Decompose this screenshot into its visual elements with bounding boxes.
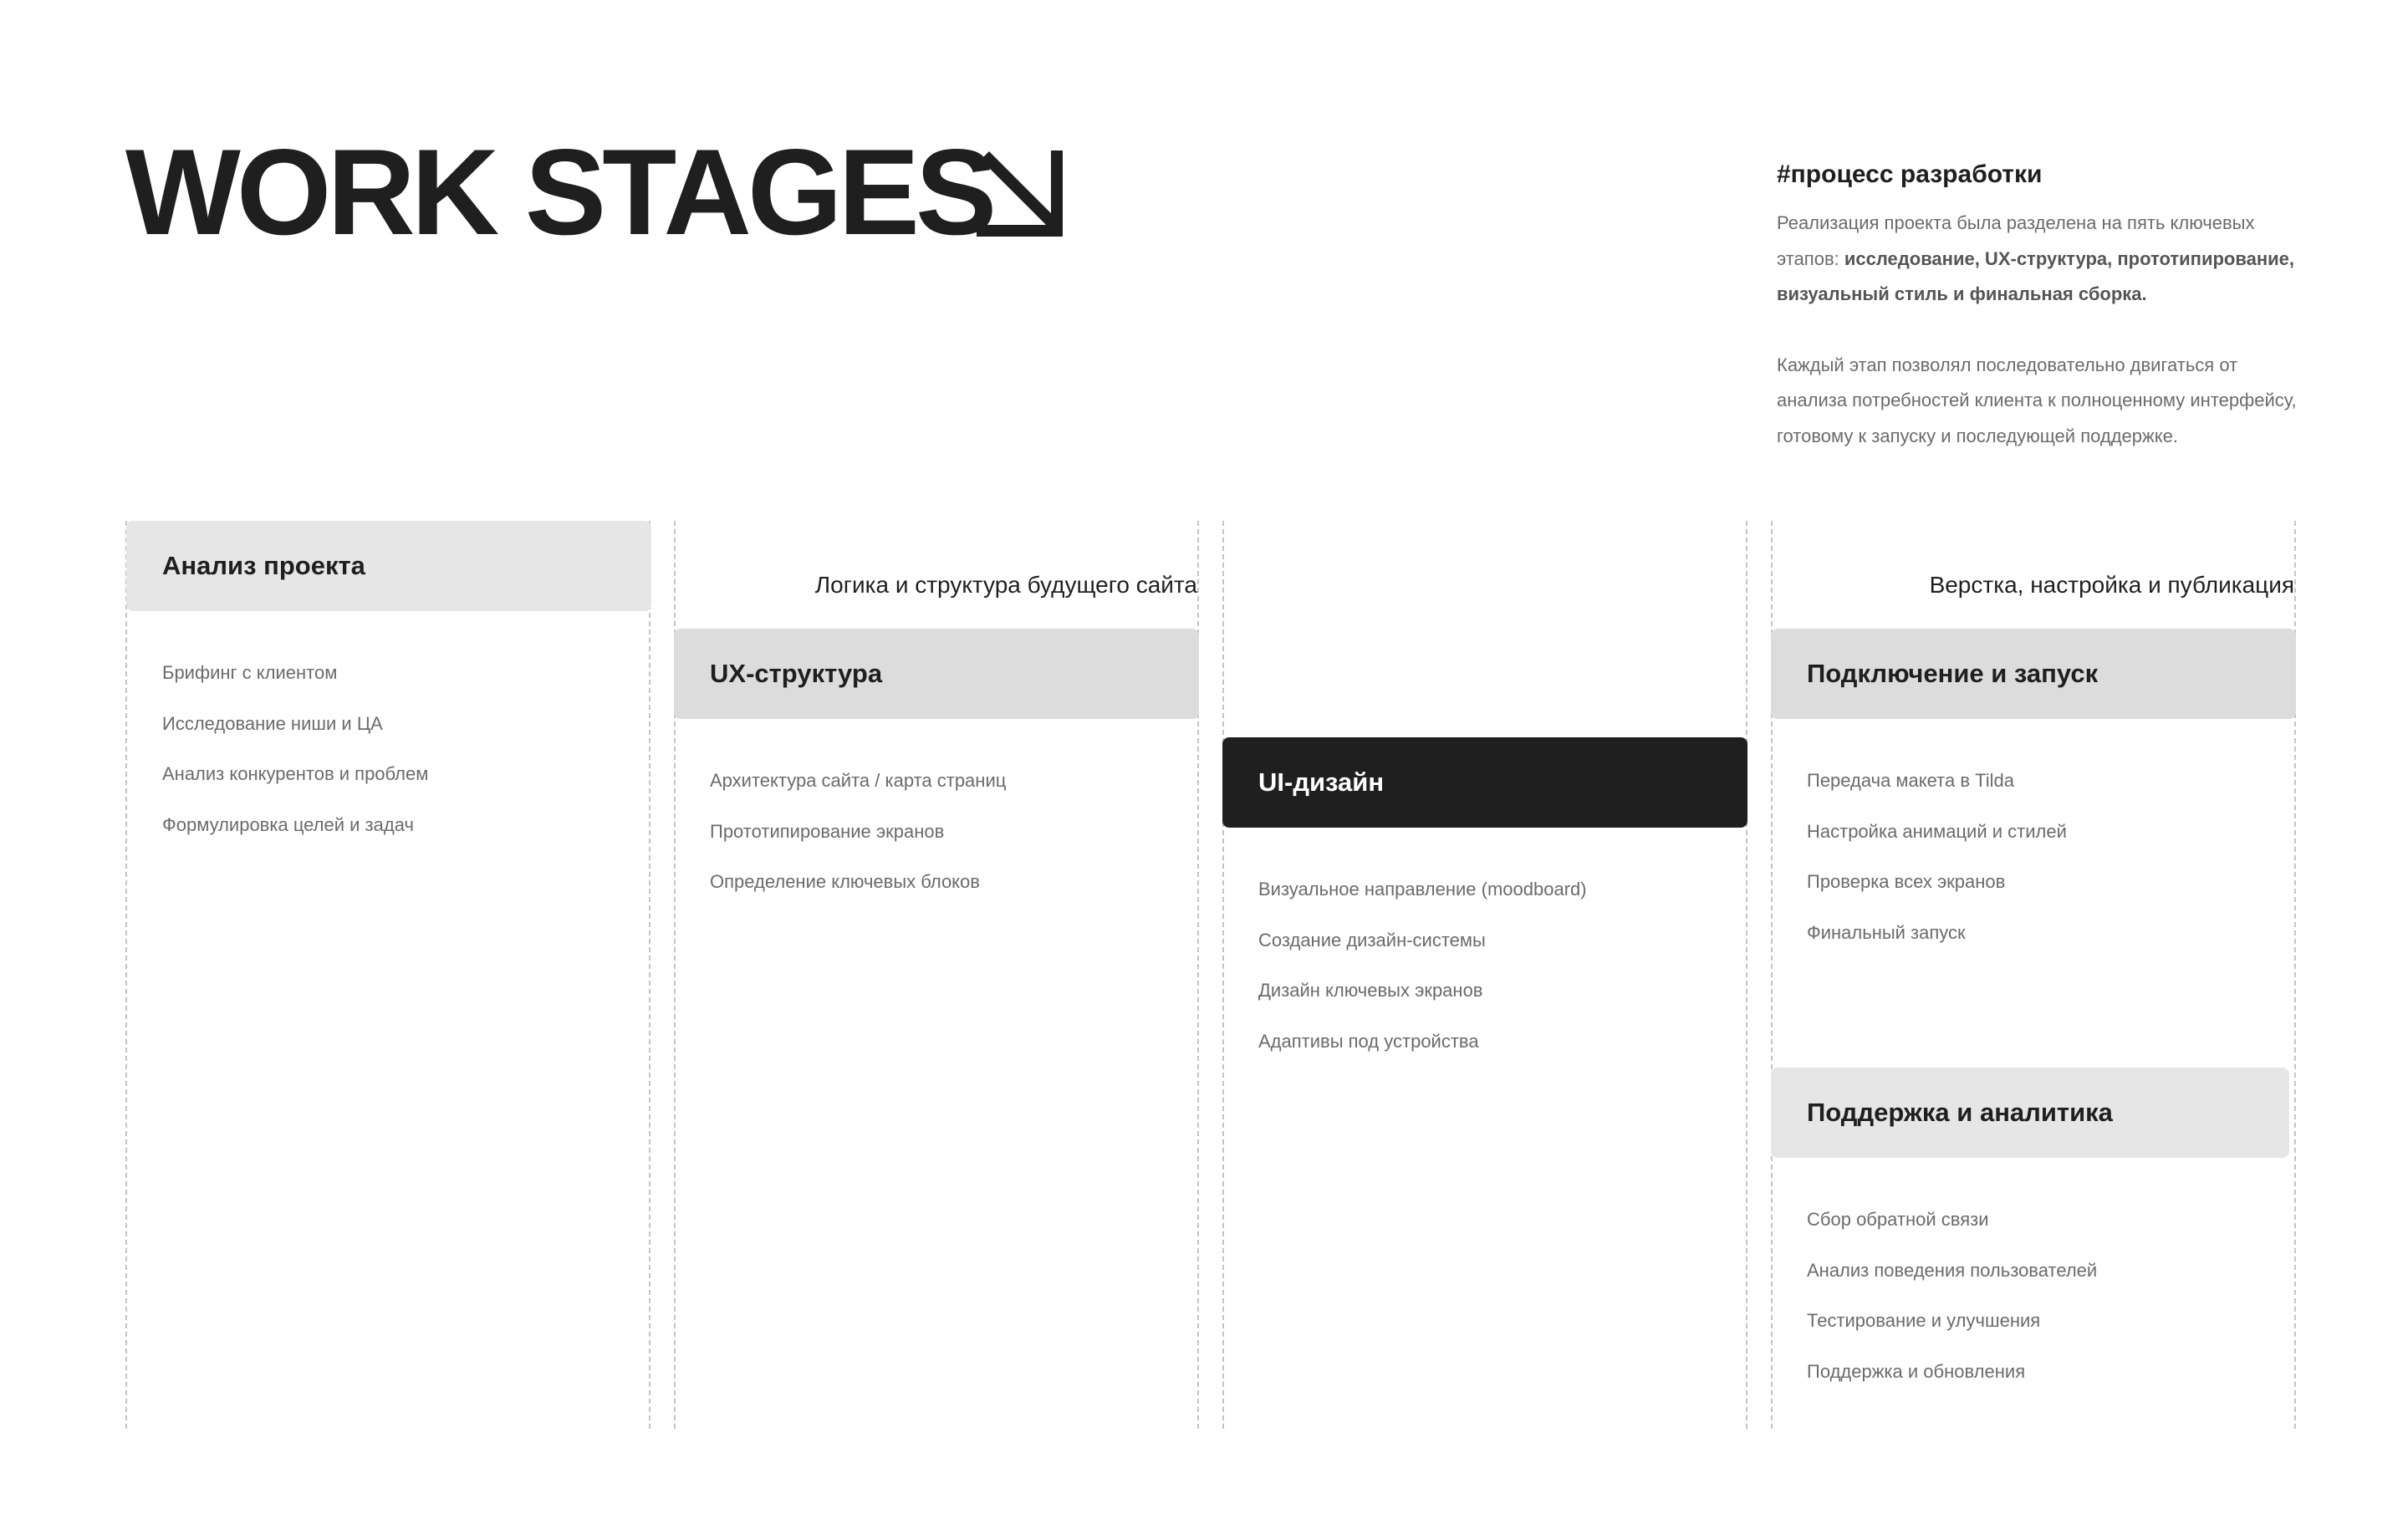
stage-task: Формулировка целей и задач xyxy=(162,813,414,835)
intro-paragraph-1 xyxy=(1777,206,2312,313)
stage-caption-ux: Логика и структура будущего сайта xyxy=(814,572,1197,598)
stage-task: Сбор обратной связи xyxy=(1807,1209,1989,1230)
stage-title: Анализ проекта xyxy=(126,521,651,611)
stage-ui xyxy=(1222,737,1747,1067)
stage-task: Поддержка и обновления xyxy=(1807,1360,2026,1382)
stage-task: Анализ конкурентов и проблем xyxy=(162,763,429,784)
stage-task: Определение ключевых блоков xyxy=(710,871,980,892)
intro-paragraph-2: Каждый этап позволял последовательно двигаться от анализа потребностей клиента к полноценному интерфейсу, готовому к запуску и последующей поддержке. xyxy=(1777,354,2297,446)
stage-task-list xyxy=(1771,719,2296,958)
stage-task: Создание дизайн-системы xyxy=(1258,929,1486,951)
stage-task: Тестирование и улучшения xyxy=(1807,1310,2041,1331)
stage-task: Передача макета в Tilda xyxy=(1807,770,2015,791)
stage-title: Поддержка и аналитика xyxy=(1771,1068,2289,1158)
stage-task: Настройка анимаций и стилей xyxy=(1807,820,2067,842)
stage-task-list xyxy=(1222,828,1747,1067)
stage-task: Проверка всех экранов xyxy=(1807,871,2006,892)
stage-task: Визуальное направление (moodboard) xyxy=(1258,879,1587,900)
stage-title: Подключение и запуск xyxy=(1771,629,2296,719)
stage-task: Архитектура сайта / карта страниц xyxy=(710,770,1007,791)
stage-task: Брифинг с клиентом xyxy=(162,662,338,683)
stage-task-list xyxy=(674,719,1199,908)
intro-paragraph-1-text: Реализация проекта была разделена на пять ключевых этапов: xyxy=(1777,212,2255,269)
stage-task: Финальный запуск xyxy=(1807,921,1966,943)
stage-caption-launch: Верстка, настройка и публикация xyxy=(1929,572,2294,598)
stage-task-list xyxy=(126,611,651,850)
stage-analysis xyxy=(126,521,651,850)
page-title: WORK STAGES xyxy=(125,124,993,260)
stage-task: Исследование ниши и ЦА xyxy=(162,712,383,734)
arrow-down-right-icon xyxy=(973,144,1067,237)
stage-task-list xyxy=(1771,1158,2289,1397)
intro-block xyxy=(1777,155,2312,489)
intro-paragraph-1-bold: исследование, UX-структура, прототипирование, визуальный стиль и финальная сборка. xyxy=(1777,247,2295,304)
stage-launch xyxy=(1771,629,2296,958)
stage-task: Адаптивы под устройства xyxy=(1258,1030,1479,1052)
stage-task: Прототипирование экранов xyxy=(710,820,945,842)
stage-task: Анализ поведения пользователей xyxy=(1807,1259,2098,1281)
intro-heading: #процесс разработки xyxy=(1777,161,2043,188)
stage-task: Дизайн ключевых экранов xyxy=(1258,980,1483,1001)
stage-title: UI-дизайн xyxy=(1222,737,1747,828)
stage-support xyxy=(1771,1068,2289,1397)
stage-ux xyxy=(674,629,1199,908)
stage-title: UX-структура xyxy=(674,629,1199,719)
